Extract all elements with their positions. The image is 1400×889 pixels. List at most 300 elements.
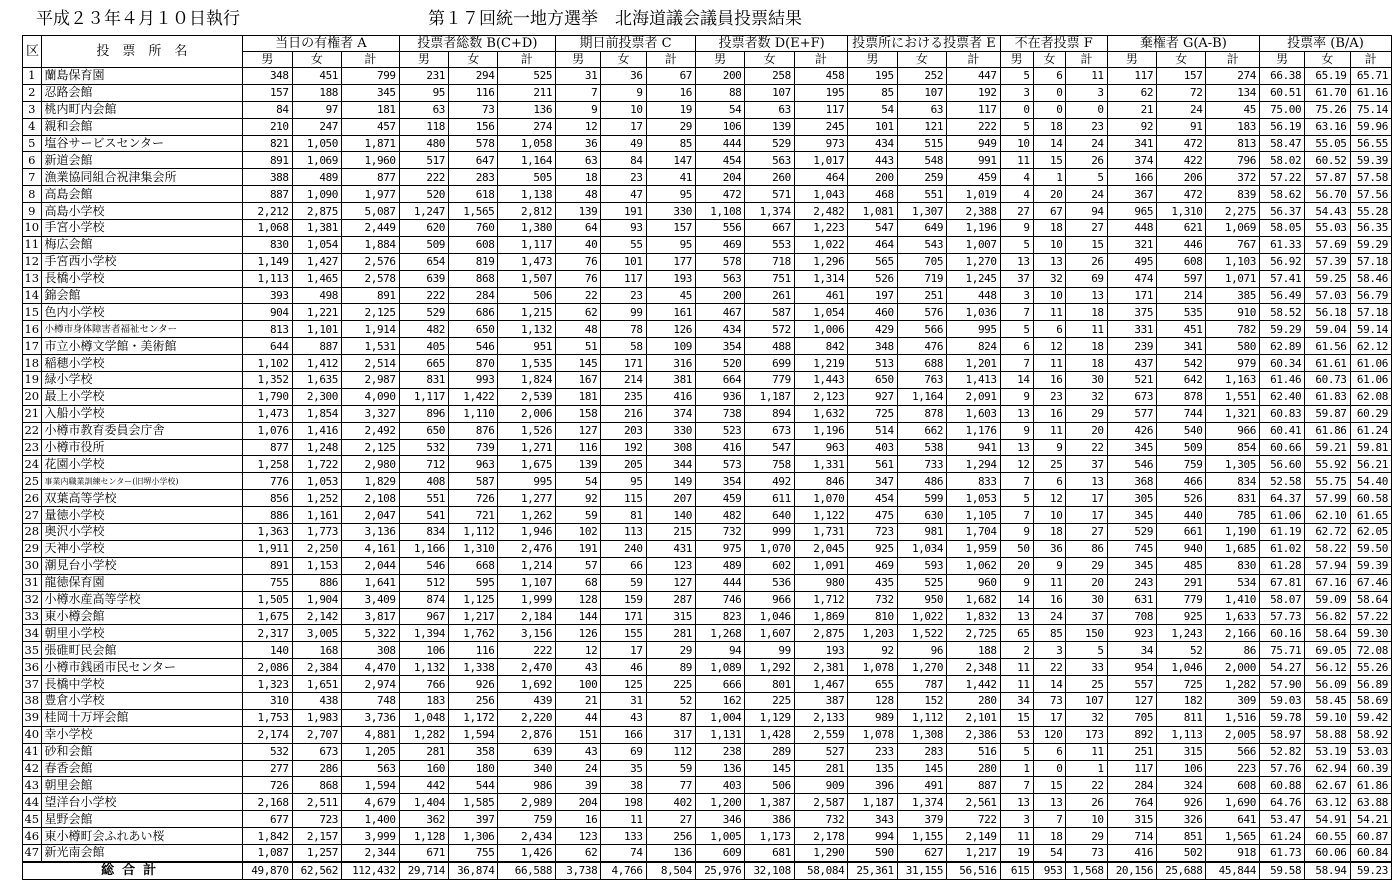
cell-value: 547: [848, 220, 897, 237]
cell-value: 0: [1033, 101, 1066, 118]
cell-value: 926: [1157, 794, 1206, 811]
cell-value: 1,161: [292, 507, 341, 524]
cell-value: 1,394: [399, 625, 448, 642]
male-header: 男: [556, 52, 601, 68]
cell-value: 851: [1157, 828, 1206, 845]
cell-value: 16: [1033, 591, 1066, 608]
district-number: 34: [24, 625, 40, 640]
cell-value: 655: [848, 676, 897, 693]
male-header: 男: [848, 52, 897, 68]
cell-value: 55: [601, 236, 646, 253]
cell-value: 442: [399, 777, 448, 794]
cell-value: 7: [1000, 777, 1033, 794]
cell-value: 58.69: [1350, 692, 1391, 709]
cell-value: 20: [1000, 557, 1033, 574]
polling-place-name: 緑小学校: [41, 372, 243, 389]
cell-value: 286: [292, 760, 341, 777]
cell-value: 611: [745, 490, 794, 507]
cell-value: 59.03: [1259, 692, 1304, 709]
cell-value: 437: [1107, 355, 1156, 372]
total-header: 計: [1066, 52, 1107, 68]
cell-value: 1,294: [947, 456, 1001, 473]
cell-value: 925: [1157, 608, 1206, 625]
cell-value: 422: [1157, 152, 1206, 169]
cell-value: 2,149: [947, 828, 1001, 845]
cell-value: 24: [1033, 608, 1066, 625]
cell-value: 57.87: [1305, 169, 1350, 186]
cell-value: 126: [646, 321, 695, 338]
cell-value: 324: [1157, 777, 1206, 794]
cell-value: 225: [745, 692, 794, 709]
table-body: [23, 68, 1392, 880]
cell-value: 261: [745, 287, 794, 304]
district-number: 2: [23, 84, 42, 101]
cell-value: 1,200: [696, 794, 745, 811]
cell-value: 1,078: [848, 726, 897, 743]
cell-value: 11: [601, 811, 646, 828]
cell-value: 1,270: [897, 659, 946, 676]
district-number: 44: [24, 794, 40, 809]
cell-value: 408: [399, 473, 448, 490]
cell-value: 525: [897, 574, 946, 591]
cell-value: 444: [696, 574, 745, 591]
cell-value: 416: [696, 439, 745, 456]
table-row: [23, 68, 1392, 85]
cell-value: 14: [1033, 135, 1066, 152]
cell-value: 102: [556, 524, 601, 541]
cell-value: 86: [1206, 642, 1260, 659]
cell-value: 67.46: [1350, 574, 1391, 591]
cell-value: 764: [1107, 794, 1156, 811]
cell-value: 56.82: [1305, 608, 1350, 625]
cell-value: 18: [1033, 524, 1066, 541]
district-number: 3: [23, 101, 42, 118]
cell-value: 2,108: [342, 490, 400, 507]
total-header: 計: [1206, 52, 1260, 68]
cell-value: 994: [848, 828, 897, 845]
cell-value: 644: [243, 338, 292, 355]
cell-value: 354: [696, 473, 745, 490]
cell-value: 15: [1066, 236, 1107, 253]
cell-value: 831: [399, 372, 448, 389]
total-value: 8,504: [646, 862, 695, 880]
cell-value: 527: [794, 743, 848, 760]
cell-value: 1,022: [897, 608, 946, 625]
cell-value: 3,817: [342, 608, 400, 625]
cell-value: 416: [1107, 844, 1156, 861]
cell-value: 1,413: [947, 372, 1001, 389]
polling-place-name: 漁業協同組合祝津集会所: [41, 169, 243, 186]
cell-value: 63.16: [1305, 118, 1350, 135]
cell-value: 51: [556, 338, 601, 355]
cell-value: 2,476: [498, 540, 556, 557]
cell-value: 150: [1066, 625, 1107, 642]
cell-value: 344: [646, 456, 695, 473]
cell-value: 1,187: [848, 794, 897, 811]
cell-value: 1,252: [292, 490, 341, 507]
cell-value: 1,005: [696, 828, 745, 845]
cell-value: 2,875: [794, 625, 848, 642]
cell-value: 162: [696, 692, 745, 709]
cell-value: 571: [745, 186, 794, 203]
district-number: 18: [24, 355, 40, 370]
cell-value: 160: [399, 760, 448, 777]
cell-value: 11: [1033, 304, 1066, 321]
cell-value: 62.10: [1305, 507, 1350, 524]
cell-value: 85: [646, 135, 695, 152]
cell-value: 878: [897, 405, 946, 422]
cell-value: 654: [399, 253, 448, 270]
cell-value: 26: [1066, 794, 1107, 811]
polling-place-name: 梅広会館: [41, 236, 243, 253]
cell-value: 457: [342, 118, 400, 135]
cell-value: 1,201: [947, 355, 1001, 372]
cell-value: 62.12: [1350, 338, 1391, 355]
cell-value: 149: [646, 473, 695, 490]
cell-value: 1,651: [292, 676, 341, 693]
total-header: 計: [498, 52, 556, 68]
cell-value: 1,585: [449, 794, 498, 811]
polling-place-name: 新光南会館: [41, 844, 243, 861]
cell-value: 181: [342, 101, 400, 118]
cell-value: 57.90: [1259, 676, 1304, 693]
cell-value: 10: [601, 101, 646, 118]
polling-place-name: 張碓町民会館: [41, 642, 243, 659]
cell-value: 668: [449, 557, 498, 574]
cell-value: 101: [848, 118, 897, 135]
cell-value: 69: [601, 743, 646, 760]
cell-value: 1,155: [897, 828, 946, 845]
cell-value: 30: [1066, 372, 1107, 389]
cell-value: 3,005: [292, 625, 341, 642]
cell-value: 403: [696, 777, 745, 794]
cell-value: 121: [897, 118, 946, 135]
cell-value: 1,999: [498, 591, 556, 608]
cell-value: 37: [1066, 608, 1107, 625]
cell-value: 1,132: [399, 659, 448, 676]
cell-value: 215: [646, 524, 695, 541]
cell-value: 1,310: [449, 540, 498, 557]
district-number: 46: [24, 828, 40, 843]
cell-value: 823: [696, 608, 745, 625]
cell-value: 14: [1033, 676, 1066, 693]
cell-value: 2,123: [794, 388, 848, 405]
district-number: 19: [24, 372, 40, 387]
cell-value: 878: [1157, 388, 1206, 405]
cell-value: 19: [1000, 844, 1033, 861]
cell-value: 54.40: [1350, 473, 1391, 490]
cell-value: 78: [601, 321, 646, 338]
table-row: [23, 709, 1392, 726]
cell-value: 60.58: [1350, 490, 1391, 507]
cell-value: 274: [498, 118, 556, 135]
cell-value: 1,290: [794, 844, 848, 861]
table-row: [23, 186, 1392, 203]
cell-value: 1: [1000, 760, 1033, 777]
female-header: 女: [1033, 52, 1066, 68]
cell-value: 62.89: [1259, 338, 1304, 355]
cell-value: 516: [947, 743, 1001, 760]
cell-value: 62: [556, 844, 601, 861]
table-row: [23, 844, 1392, 861]
cell-value: 67: [646, 68, 695, 85]
cell-value: 491: [897, 777, 946, 794]
cell-value: 274: [1206, 68, 1260, 85]
cell-value: 16: [1033, 372, 1066, 389]
cell-value: 18: [1066, 338, 1107, 355]
cell-value: 140: [243, 642, 292, 659]
male-header: 男: [1107, 52, 1156, 68]
cell-value: 56.60: [1259, 456, 1304, 473]
cell-value: 525: [498, 68, 556, 85]
cell-value: 379: [897, 811, 946, 828]
cell-value: 66: [601, 557, 646, 574]
cell-value: 4: [1000, 186, 1033, 203]
cell-value: 29: [646, 642, 695, 659]
cell-value: 557: [1107, 676, 1156, 693]
cell-value: 846: [794, 473, 848, 490]
cell-value: 779: [745, 372, 794, 389]
cell-value: 887: [243, 186, 292, 203]
cell-value: 13: [1000, 608, 1033, 625]
table-row: [23, 236, 1392, 253]
cell-value: 11: [1033, 355, 1066, 372]
cell-value: 117: [947, 101, 1001, 118]
cell-value: 732: [696, 524, 745, 541]
cell-value: 526: [1157, 490, 1206, 507]
cell-value: 6: [1033, 68, 1066, 85]
cell-value: 482: [696, 507, 745, 524]
cell-value: 59.78: [1259, 709, 1304, 726]
cell-value: 48: [556, 186, 601, 203]
cell-value: 640: [745, 507, 794, 524]
cell-value: 438: [292, 692, 341, 709]
cell-value: 2,091: [947, 388, 1001, 405]
cell-value: 88: [696, 84, 745, 101]
female-header: 女: [897, 52, 946, 68]
cell-value: 10: [1033, 236, 1066, 253]
cell-value: 11: [1066, 68, 1107, 85]
cell-value: 29: [1066, 557, 1107, 574]
table-row: [23, 540, 1392, 557]
cell-value: 204: [556, 794, 601, 811]
cell-value: 140: [646, 507, 695, 524]
cell-value: 529: [1107, 524, 1156, 541]
table-row: [23, 101, 1392, 118]
cell-value: 7: [1000, 507, 1033, 524]
cell-value: 239: [1107, 338, 1156, 355]
cell-value: 6: [1033, 743, 1066, 760]
cell-value: 1,053: [947, 490, 1001, 507]
cell-value: 1,310: [1157, 203, 1206, 220]
cell-value: 2,133: [794, 709, 848, 726]
cell-value: 374: [1107, 152, 1156, 169]
cell-value: 168: [292, 642, 341, 659]
cell-value: 73: [1066, 844, 1107, 861]
cell-value: 3,156: [498, 625, 556, 642]
cell-value: 460: [848, 304, 897, 321]
cell-value: 2,561: [947, 794, 1001, 811]
cell-value: 62.72: [1305, 524, 1350, 541]
cell-value: 63.12: [1305, 794, 1350, 811]
cell-value: 1,117: [399, 388, 448, 405]
cell-value: 61.02: [1259, 540, 1304, 557]
district-number: 38: [24, 693, 40, 708]
cell-value: 256: [646, 828, 695, 845]
cell-value: 1,122: [794, 507, 848, 524]
cell-value: 5: [1000, 68, 1033, 85]
cell-value: 73: [1033, 692, 1066, 709]
cell-value: 22: [1033, 659, 1066, 676]
cell-value: 870: [449, 355, 498, 372]
cell-value: 50: [1000, 540, 1033, 557]
cell-value: 330: [646, 203, 695, 220]
cell-value: 763: [897, 372, 946, 389]
cell-value: 11: [1066, 321, 1107, 338]
cell-value: 2,045: [794, 540, 848, 557]
cell-value: 59.30: [1350, 625, 1391, 642]
polling-place-name: 長橋小学校: [41, 270, 243, 287]
cell-value: 116: [449, 642, 498, 659]
cell-value: 515: [897, 135, 946, 152]
cell-value: 999: [745, 524, 794, 541]
cell-value: 2,006: [498, 405, 556, 422]
cell-value: 1,117: [498, 236, 556, 253]
cell-value: 157: [1157, 68, 1206, 85]
cell-value: 48: [556, 321, 601, 338]
total-value: 3,738: [556, 862, 601, 880]
cell-value: 1,149: [243, 253, 292, 270]
cell-value: 2,317: [243, 625, 292, 642]
cell-value: 191: [556, 540, 601, 557]
cell-value: 34: [1107, 642, 1156, 659]
cell-value: 13: [1033, 794, 1066, 811]
election-date: 平成２３年４月１０日執行: [36, 9, 240, 29]
polling-place-name: 朝里小学校: [41, 625, 243, 642]
cell-value: 2,974: [342, 676, 400, 693]
cell-value: 251: [897, 287, 946, 304]
cell-value: 166: [1107, 169, 1156, 186]
cell-value: 59.29: [1350, 236, 1391, 253]
cell-value: 216: [601, 405, 646, 422]
cell-value: 1,983: [292, 709, 341, 726]
cell-value: 13: [1000, 405, 1033, 422]
cell-value: 1,215: [498, 304, 556, 321]
cell-value: 639: [399, 270, 448, 287]
cell-value: 283: [449, 169, 498, 186]
cell-value: 56.70: [1305, 186, 1350, 203]
cell-value: 642: [1157, 372, 1206, 389]
total-value: 62,562: [292, 862, 341, 880]
table-row: [23, 169, 1392, 186]
cell-value: 12: [1000, 456, 1033, 473]
cell-value: 910: [1206, 304, 1260, 321]
female-header: 女: [745, 52, 794, 68]
cell-value: 9: [1033, 557, 1066, 574]
cell-value: 18: [1066, 304, 1107, 321]
cell-value: 1,722: [292, 456, 341, 473]
polling-place-name: 小樽水産高等学校: [41, 591, 243, 608]
cell-value: 2: [1000, 642, 1033, 659]
cell-value: 21: [1107, 101, 1156, 118]
cell-value: 193: [794, 642, 848, 659]
cell-value: 1,410: [1206, 591, 1260, 608]
cell-value: 989: [848, 709, 897, 726]
cell-value: 340: [498, 760, 556, 777]
total-value: 1,568: [1066, 862, 1107, 880]
cell-value: 573: [696, 456, 745, 473]
district-number: 16: [24, 321, 40, 336]
cell-value: 1,442: [947, 676, 1001, 693]
cell-value: 193: [646, 270, 695, 287]
cell-value: 68: [556, 574, 601, 591]
cell-value: 597: [1157, 270, 1206, 287]
cell-value: 57.41: [1259, 270, 1304, 287]
cell-value: 2,482: [794, 203, 848, 220]
cell-value: 434: [848, 135, 897, 152]
cell-value: 534: [1206, 574, 1260, 591]
polling-place-name: 小樽市教育委員会庁舎: [41, 422, 243, 439]
cell-value: 673: [292, 743, 341, 760]
cell-value: 60.52: [1305, 152, 1350, 169]
cell-value: 29: [1066, 405, 1107, 422]
cell-value: 25: [1066, 676, 1107, 693]
cell-value: 63: [897, 101, 946, 118]
cell-value: 2,174: [243, 726, 292, 743]
cell-value: 46: [601, 659, 646, 676]
cell-value: 54: [556, 473, 601, 490]
cell-value: 492: [745, 473, 794, 490]
cell-value: 454: [696, 152, 745, 169]
cell-value: 31: [601, 692, 646, 709]
cell-value: 506: [498, 287, 556, 304]
cell-value: 99: [601, 304, 646, 321]
total-value: 25,976: [696, 862, 745, 880]
cell-value: 1,690: [1206, 794, 1260, 811]
cell-value: 759: [1157, 456, 1206, 473]
cell-value: 799: [342, 68, 400, 85]
cell-value: 67.81: [1259, 574, 1304, 591]
cell-value: 2,142: [292, 608, 341, 625]
cell-value: 590: [848, 844, 897, 861]
cell-value: 1,824: [498, 372, 556, 389]
cell-value: 134: [1206, 84, 1260, 101]
cell-value: 821: [243, 135, 292, 152]
cell-value: 345: [1107, 439, 1156, 456]
table-row: [23, 692, 1392, 709]
cell-value: 429: [848, 321, 897, 338]
cell-value: 139: [745, 118, 794, 135]
cell-value: 10: [1033, 507, 1066, 524]
cell-value: 686: [449, 304, 498, 321]
cell-value: 699: [745, 355, 794, 372]
cell-value: 542: [1157, 355, 1206, 372]
cell-value: 975: [696, 540, 745, 557]
col-group-g: 棄権者 G(A-B): [1107, 36, 1259, 52]
cell-value: 1,380: [498, 220, 556, 237]
cell-value: 12: [556, 118, 601, 135]
cell-value: 5: [1066, 642, 1107, 659]
cell-value: 650: [449, 321, 498, 338]
cell-value: 223: [1206, 760, 1260, 777]
cell-value: 469: [696, 236, 745, 253]
cell-value: 32: [1033, 270, 1066, 287]
cell-value: 1,078: [848, 659, 897, 676]
cell-value: 1,196: [794, 422, 848, 439]
cell-value: 755: [449, 844, 498, 861]
cell-value: 171: [601, 608, 646, 625]
cell-value: 1,164: [897, 388, 946, 405]
